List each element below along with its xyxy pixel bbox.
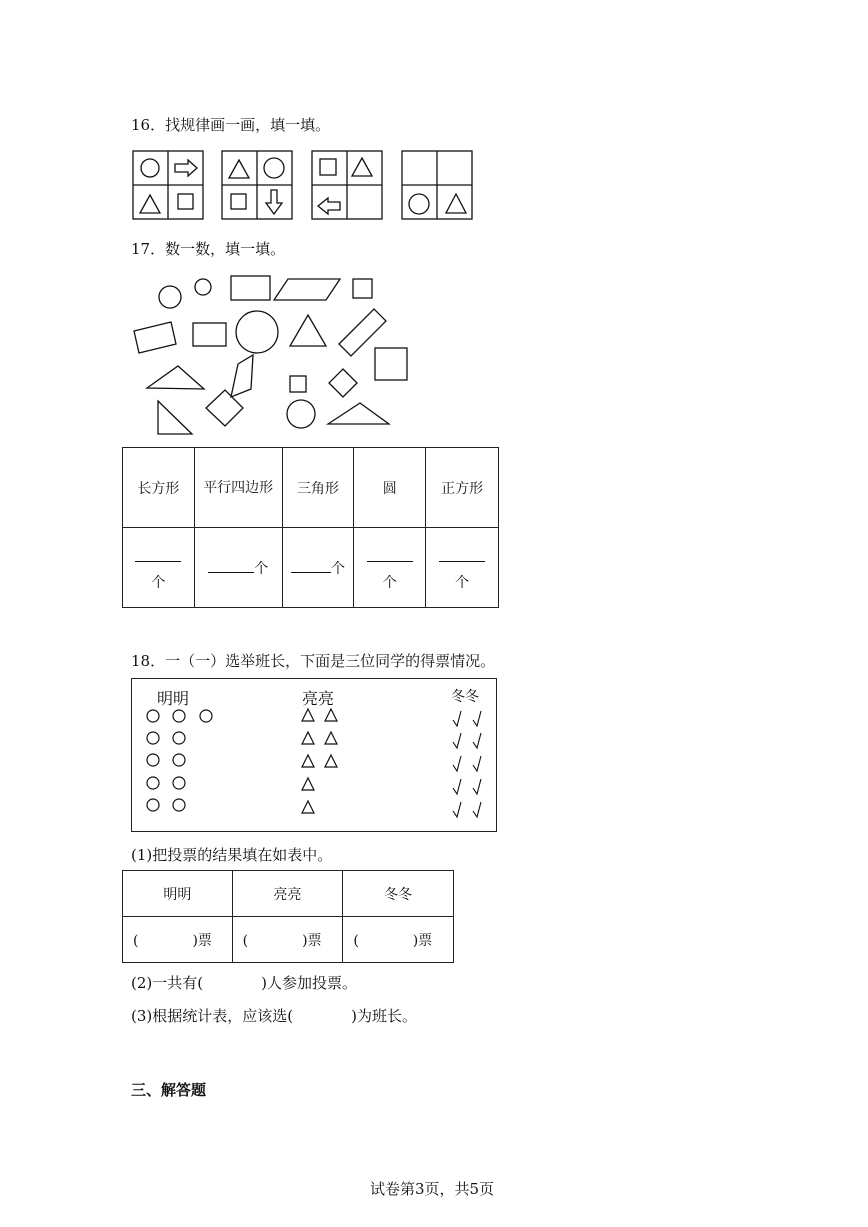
mingming-votes <box>147 710 212 811</box>
result-cell-dongdong[interactable]: ( )票 <box>343 917 454 963</box>
header-triangle: 三角形 <box>282 448 354 528</box>
header-rectangle: 长方形 <box>123 448 195 528</box>
dongdong-votes <box>453 711 481 817</box>
q17-text: 17．数一数，填一填。 <box>131 240 286 258</box>
candidate-name-liangliang: 亮亮 <box>302 689 335 708</box>
answer-cell-triangle[interactable]: 个 <box>282 528 354 608</box>
header-parallelogram: 平行四边形 <box>194 448 282 528</box>
header-square: 正方形 <box>426 448 499 528</box>
q18-sub2: (2)一共有( )人参加投票。 <box>131 974 357 992</box>
result-header-mingming: 明明 <box>123 871 233 917</box>
result-header-dongdong: 冬冬 <box>343 871 454 917</box>
q18-sub1-text: (1)把投票的结果填在如表中。 <box>131 846 333 864</box>
vote-result-table <box>122 870 454 963</box>
section-3-title: 三、解答题 <box>131 1081 207 1099</box>
page-footer: 试卷第3页，共5页 <box>370 1180 495 1198</box>
answer-cell-parallelogram[interactable]: 个 <box>194 528 282 608</box>
result-header-liangliang: 亮亮 <box>232 871 343 917</box>
header-circle: 圆 <box>354 448 426 528</box>
result-cell-mingming[interactable]: ( )票 <box>123 917 233 963</box>
answer-cell-rectangle[interactable]: 个 <box>123 528 195 608</box>
result-cell-liangliang[interactable]: ( )票 <box>232 917 343 963</box>
candidate-name-dongdong: 冬冬 <box>451 689 479 705</box>
candidate-name-mingming: 明明 <box>157 689 190 708</box>
answer-cell-square[interactable]: 个 <box>426 528 499 608</box>
q16-text: 16．找规律画一画，填一填。 <box>131 116 331 134</box>
q18-text: 18．一（一）选举班长，下面是三位同学的得票情况。 <box>131 652 496 670</box>
q18-sub3: (3)根据统计表，应该选( )为班长。 <box>131 1007 417 1025</box>
liangliang-votes <box>302 709 337 813</box>
answer-cell-circle[interactable]: 个 <box>354 528 426 608</box>
